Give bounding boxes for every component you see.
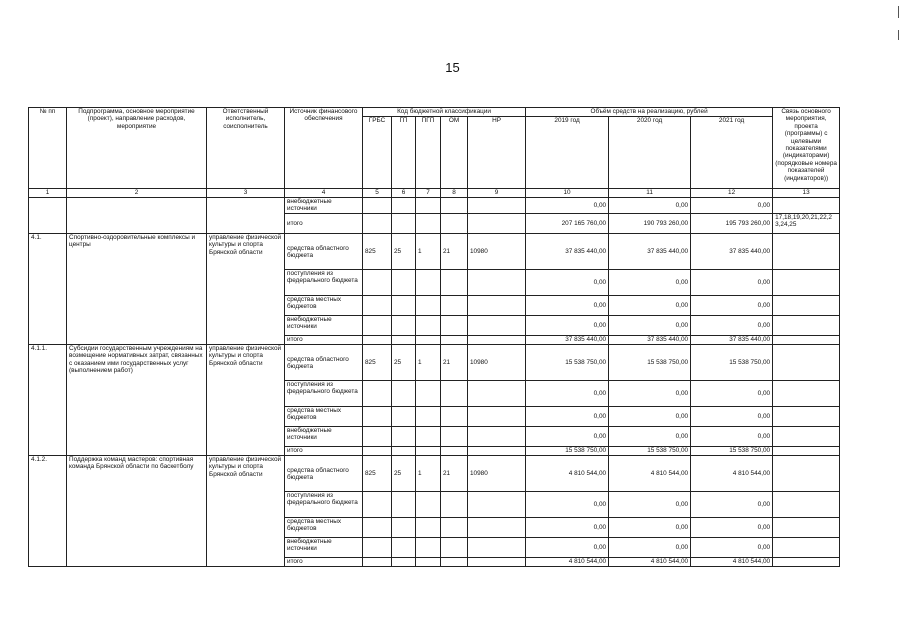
value-2019: 0,00 xyxy=(526,198,609,214)
code-gp xyxy=(392,518,416,538)
empty-cell xyxy=(416,214,441,234)
header-program: Подпрограмма, основное мероприятие (проект), направление расходов, мероприятие xyxy=(67,108,207,189)
value-2020: 37 835 440,00 xyxy=(609,234,691,270)
column-number-13: 13 xyxy=(773,189,840,198)
total-2019: 37 835 440,00 xyxy=(526,336,609,345)
code-np xyxy=(468,296,526,316)
code-om: 21 xyxy=(441,234,468,270)
code-pgp xyxy=(416,518,441,538)
code-pgp: 1 xyxy=(416,234,441,270)
code-np xyxy=(468,518,526,538)
code-grbs: 825 xyxy=(363,345,392,381)
code-np xyxy=(468,492,526,518)
value-2021: 0,00 xyxy=(691,381,773,407)
empty-cell xyxy=(363,336,392,345)
code-om: 21 xyxy=(441,345,468,381)
code-np xyxy=(468,427,526,447)
total-2019: 4 810 544,00 xyxy=(526,558,609,567)
code-grbs xyxy=(363,407,392,427)
header-om: ОМ xyxy=(441,117,468,189)
empty-cell xyxy=(468,336,526,345)
value-2019: 37 835 440,00 xyxy=(526,234,609,270)
value-2021: 0,00 xyxy=(691,427,773,447)
code-grbs xyxy=(363,538,392,558)
empty-cell xyxy=(392,336,416,345)
value-2020: 0,00 xyxy=(609,407,691,427)
code-pgp xyxy=(416,538,441,558)
indicators-cell xyxy=(773,316,840,336)
code-om xyxy=(441,316,468,336)
code-np xyxy=(468,381,526,407)
header-row-1 xyxy=(29,108,840,117)
value-2020: 0,00 xyxy=(609,198,691,214)
value-2020: 0,00 xyxy=(609,538,691,558)
item-number: 4.1.1. xyxy=(29,345,67,456)
indicators-cell xyxy=(773,234,840,270)
column-number-2: 2 xyxy=(67,189,207,198)
code-om: 21 xyxy=(441,456,468,492)
value-2021: 0,00 xyxy=(691,407,773,427)
header-2020: 2020 год xyxy=(609,117,691,189)
code-pgp xyxy=(416,492,441,518)
code-om xyxy=(441,296,468,316)
value-2019: 0,00 xyxy=(526,427,609,447)
value-2021: 37 835 440,00 xyxy=(691,234,773,270)
source-label: поступления из федерального бюджета xyxy=(285,270,363,296)
code-gp xyxy=(392,407,416,427)
indicators-cell xyxy=(773,427,840,447)
total-2021: 4 810 544,00 xyxy=(691,558,773,567)
code-pgp xyxy=(416,407,441,427)
code-gp xyxy=(392,538,416,558)
source-label: внебюджетные источники xyxy=(285,427,363,447)
code-pgp xyxy=(416,427,441,447)
code-grbs: 825 xyxy=(363,456,392,492)
value-2020: 0,00 xyxy=(609,296,691,316)
item-responsible: управление физической культуры и спорта Брянской области xyxy=(207,345,285,456)
code-np xyxy=(468,270,526,296)
value-2019: 4 810 544,00 xyxy=(526,456,609,492)
total-2019: 15 538 750,00 xyxy=(526,447,609,456)
top-num-cell xyxy=(29,198,67,234)
header-gp: ГП xyxy=(392,117,416,189)
empty-cell xyxy=(468,558,526,567)
empty-cell xyxy=(392,447,416,456)
indicators-cell xyxy=(773,518,840,538)
code-grbs xyxy=(363,316,392,336)
header-np: НР xyxy=(468,117,526,189)
header-source: Источник финансового обеспечения xyxy=(285,108,363,189)
source-label: средства местных бюджетов xyxy=(285,518,363,538)
empty-cell xyxy=(416,558,441,567)
source-label: средства местных бюджетов xyxy=(285,407,363,427)
column-number-5: 5 xyxy=(363,189,392,198)
value-2021: 0,00 xyxy=(691,518,773,538)
source-label: поступления из федерального бюджета xyxy=(285,492,363,518)
code-gp xyxy=(392,296,416,316)
empty-cell xyxy=(441,336,468,345)
funding-row xyxy=(29,234,840,270)
page-number: 15 xyxy=(445,60,460,75)
indicators-cell xyxy=(773,447,840,456)
empty-cell xyxy=(773,198,840,214)
column-number-7: 7 xyxy=(416,189,441,198)
item-number: 4.1. xyxy=(29,234,67,345)
code-gp xyxy=(392,316,416,336)
empty-cell xyxy=(416,336,441,345)
code-grbs xyxy=(363,296,392,316)
code-grbs xyxy=(363,270,392,296)
value-2021: 0,00 xyxy=(691,270,773,296)
total-2020: 190 793 260,00 xyxy=(609,214,691,234)
column-number-8: 8 xyxy=(441,189,468,198)
total-label: итого xyxy=(285,336,363,345)
funding-row xyxy=(29,345,840,381)
empty-cell xyxy=(468,214,526,234)
empty-cell xyxy=(363,558,392,567)
indicators-cell xyxy=(773,336,840,345)
empty-cell xyxy=(392,214,416,234)
value-2020: 0,00 xyxy=(609,381,691,407)
value-2021: 0,00 xyxy=(691,198,773,214)
indicators-cell xyxy=(773,492,840,518)
value-2019: 0,00 xyxy=(526,538,609,558)
value-2021: 15 538 750,00 xyxy=(691,345,773,381)
code-pgp: 1 xyxy=(416,345,441,381)
column-number-11: 11 xyxy=(609,189,691,198)
value-2019: 0,00 xyxy=(526,381,609,407)
header-indicators: Связь основного мероприятия, проекта (программы) с целевыми показателями (индикаторами) (порядковые номера показателей (индикаторов)) xyxy=(773,108,840,189)
value-2019: 0,00 xyxy=(526,296,609,316)
value-2020: 0,00 xyxy=(609,427,691,447)
empty-cell xyxy=(392,558,416,567)
empty-cell xyxy=(416,198,441,214)
column-number-9: 9 xyxy=(468,189,526,198)
item-number: 4.1.2. xyxy=(29,456,67,567)
source-label: внебюджетные источники xyxy=(285,538,363,558)
code-np: 10980 xyxy=(468,456,526,492)
header-funding: Объём средств на реализацию, рублей xyxy=(526,108,773,117)
value-2020: 0,00 xyxy=(609,270,691,296)
code-om xyxy=(441,427,468,447)
value-2020: 0,00 xyxy=(609,492,691,518)
header-2021: 2021 год xyxy=(691,117,773,189)
source-label: внебюджетные источники xyxy=(285,198,363,214)
code-gp xyxy=(392,270,416,296)
code-pgp: 1 xyxy=(416,456,441,492)
top-extra-row xyxy=(29,198,840,214)
code-pgp xyxy=(416,316,441,336)
value-2020: 0,00 xyxy=(609,518,691,538)
code-om xyxy=(441,518,468,538)
value-2019: 0,00 xyxy=(526,518,609,538)
top-resp-cell xyxy=(207,198,285,234)
empty-cell xyxy=(441,214,468,234)
code-grbs: 825 xyxy=(363,234,392,270)
code-grbs xyxy=(363,518,392,538)
header-grbs: ГРБС xyxy=(363,117,392,189)
empty-cell xyxy=(363,214,392,234)
budget-table xyxy=(28,107,840,567)
column-number-12: 12 xyxy=(691,189,773,198)
header-2019: 2019 год xyxy=(526,117,609,189)
column-number-10: 10 xyxy=(526,189,609,198)
column-number-4: 4 xyxy=(285,189,363,198)
code-pgp xyxy=(416,296,441,316)
code-gp xyxy=(392,492,416,518)
value-2019: 0,00 xyxy=(526,492,609,518)
header-pgp: ПГП xyxy=(416,117,441,189)
empty-cell xyxy=(416,447,441,456)
code-np: 10980 xyxy=(468,234,526,270)
code-grbs xyxy=(363,427,392,447)
indicators-cell xyxy=(773,381,840,407)
code-om xyxy=(441,407,468,427)
code-np xyxy=(468,316,526,336)
value-2019: 0,00 xyxy=(526,270,609,296)
indicators-cell xyxy=(773,407,840,427)
total-2020: 15 538 750,00 xyxy=(609,447,691,456)
edge-mark-top xyxy=(898,6,899,18)
header-num: № пп xyxy=(29,108,67,189)
code-om xyxy=(441,492,468,518)
header-responsible: Ответственный исполнитель, соисполнитель xyxy=(207,108,285,189)
total-2021: 37 835 440,00 xyxy=(691,336,773,345)
value-2021: 0,00 xyxy=(691,492,773,518)
value-2019: 15 538 750,00 xyxy=(526,345,609,381)
total-2021: 195 793 260,00 xyxy=(691,214,773,234)
column-number-row xyxy=(29,189,840,198)
code-np xyxy=(468,538,526,558)
item-name: Поддержка команд мастеров: спортивная команда Брянской области по баскетболу xyxy=(67,456,207,567)
code-pgp xyxy=(416,381,441,407)
item-name: Спортивно-оздоровительные комплексы и центры xyxy=(67,234,207,345)
value-2021: 0,00 xyxy=(691,538,773,558)
item-responsible: управление физической культуры и спорта Брянской области xyxy=(207,456,285,567)
empty-cell xyxy=(363,447,392,456)
indicators-cell xyxy=(773,456,840,492)
top-name-cell xyxy=(67,198,207,234)
value-2020: 15 538 750,00 xyxy=(609,345,691,381)
total-label: итого xyxy=(285,214,363,234)
total-2020: 37 835 440,00 xyxy=(609,336,691,345)
indicators-cell xyxy=(773,558,840,567)
indicators-cell xyxy=(773,345,840,381)
code-om xyxy=(441,270,468,296)
value-2020: 4 810 544,00 xyxy=(609,456,691,492)
code-np xyxy=(468,407,526,427)
indicators-cell: 17,18,19,20,21,22,23,24,25 xyxy=(773,214,840,234)
code-pgp xyxy=(416,270,441,296)
code-gp: 25 xyxy=(392,345,416,381)
indicators-cell xyxy=(773,270,840,296)
value-2021: 0,00 xyxy=(691,316,773,336)
value-2019: 0,00 xyxy=(526,316,609,336)
edge-mark-lower xyxy=(898,30,899,40)
header-budget-code: Код бюджетной классификации xyxy=(363,108,526,117)
code-grbs xyxy=(363,492,392,518)
code-gp: 25 xyxy=(392,234,416,270)
empty-cell xyxy=(363,198,392,214)
code-grbs xyxy=(363,381,392,407)
empty-cell xyxy=(468,198,526,214)
code-np: 10980 xyxy=(468,345,526,381)
code-gp xyxy=(392,381,416,407)
indicators-cell xyxy=(773,296,840,316)
source-label: средства местных бюджетов xyxy=(285,296,363,316)
code-gp: 25 xyxy=(392,456,416,492)
empty-cell xyxy=(441,558,468,567)
source-label: средства областного бюджета xyxy=(285,345,363,381)
total-2021: 15 538 750,00 xyxy=(691,447,773,456)
empty-cell xyxy=(441,447,468,456)
funding-row xyxy=(29,456,840,492)
total-label: итого xyxy=(285,558,363,567)
value-2019: 0,00 xyxy=(526,407,609,427)
source-label: поступления из федерального бюджета xyxy=(285,381,363,407)
column-number-6: 6 xyxy=(392,189,416,198)
total-label: итого xyxy=(285,447,363,456)
column-number-3: 3 xyxy=(207,189,285,198)
total-2020: 4 810 544,00 xyxy=(609,558,691,567)
item-name: Субсидии государственным учреждениям на возмещение нормативных затрат, связанных с оказанием ими государственных услуг (выполнением работ) xyxy=(67,345,207,456)
code-gp xyxy=(392,427,416,447)
value-2021: 0,00 xyxy=(691,296,773,316)
value-2020: 0,00 xyxy=(609,316,691,336)
code-om xyxy=(441,381,468,407)
source-label: внебюджетные источники xyxy=(285,316,363,336)
empty-cell xyxy=(392,198,416,214)
empty-cell xyxy=(468,447,526,456)
total-2019: 207 165 760,00 xyxy=(526,214,609,234)
source-label: средства областного бюджета xyxy=(285,456,363,492)
item-responsible: управление физической культуры и спорта Брянской области xyxy=(207,234,285,345)
value-2021: 4 810 544,00 xyxy=(691,456,773,492)
code-om xyxy=(441,538,468,558)
indicators-cell xyxy=(773,538,840,558)
source-label: средства областного бюджета xyxy=(285,234,363,270)
column-number-1: 1 xyxy=(29,189,67,198)
empty-cell xyxy=(441,198,468,214)
